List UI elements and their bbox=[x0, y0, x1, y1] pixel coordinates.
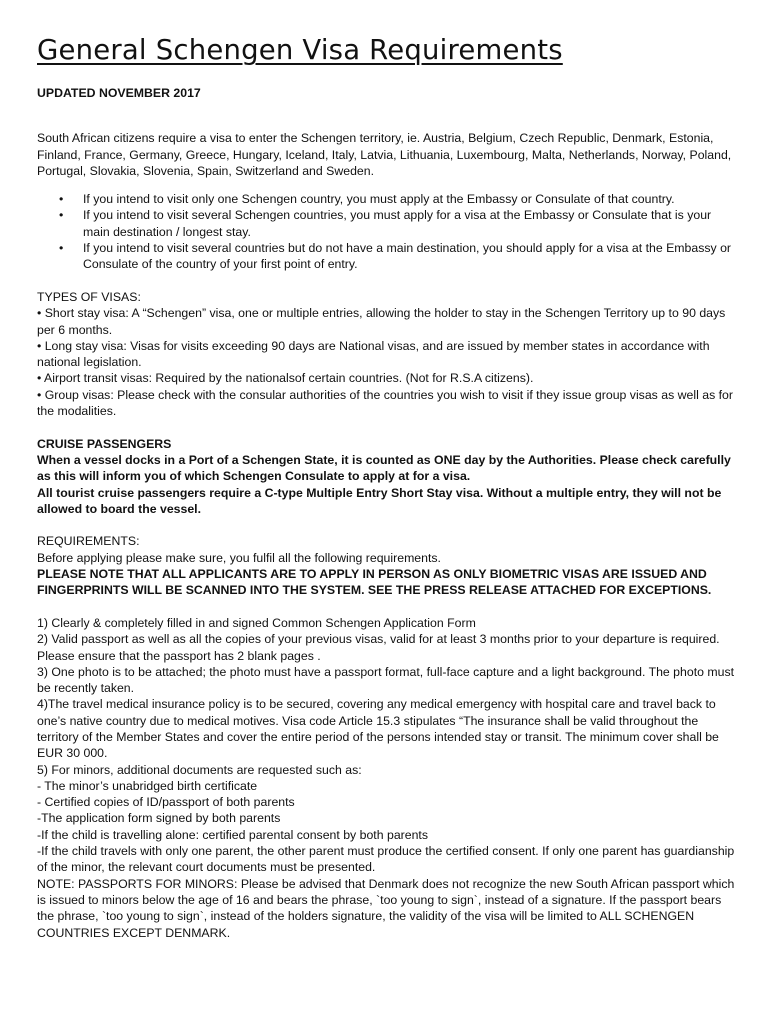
list-item: - The minor’s unabridged birth certificate bbox=[37, 778, 258, 793]
updated-date: UPDATED NOVEMBER 2017 bbox=[37, 86, 201, 100]
application-bullet-list bbox=[37, 191, 737, 272]
cruise-paragraph: All tourist cruise passengers require a C-type Multiple Entry Short Stay visa. Without a multiple entry, they will not be allowed to board the vessel. bbox=[37, 485, 722, 516]
section-heading: REQUIREMENTS: bbox=[37, 534, 140, 549]
cruise-paragraph: When a vessel docks in a Port of a Schengen State, it is counted as ONE day by the Authorities. Please check carefully as this will inform you of which Schengen Consulate to apply at for a visa. bbox=[37, 452, 731, 484]
list-item: -If the child is travelling alone: certified parental consent by both parents bbox=[37, 827, 428, 842]
bullet-icon: • bbox=[59, 208, 64, 223]
list-item: 5) For minors, additional documents are requested such as: bbox=[37, 762, 362, 777]
list-item: -The application form signed by both parents bbox=[37, 811, 281, 826]
section-heading: TYPES OF VISAS: bbox=[37, 289, 141, 304]
list-item: • Long stay visa: Visas for visits exceeding 90 days are National visas, and are issued by member states in accordance with national legislation. bbox=[37, 338, 710, 370]
bullet-icon: • bbox=[59, 241, 64, 256]
minor-passport-note: NOTE: PASSPORTS FOR MINORS: Please be advised that Denmark does not recognize the new South African passport which is issued to minors below the age of 16 and bears the phrase, `too young to sign`, instead of a signature. If the passport bears the phrase, `too young to sign`, instead of the holders signature, the validity of the visa will be limited to ALL SCHENGEN COUNTRIES EXCEPT DENMARK. bbox=[37, 876, 735, 940]
page-title: General Schengen Visa Requirements bbox=[37, 34, 563, 66]
biometric-notice: PLEASE NOTE THAT ALL APPLICANTS ARE TO APPLY IN PERSON AS ONLY BIOMETRIC VISAS ARE ISSUED AND FINGERPRINTS WILL BE SCANNED INTO THE SYSTEM. SEE THE PRESS RELEASE ATTACHED FOR EXCEPTIONS. bbox=[37, 567, 712, 598]
list-item: 2) Valid passport as well as all the copies of your previous visas, valid for at least 3 months prior to your departure is required. Please ensure that the passport has 2 blank pages . bbox=[37, 632, 720, 663]
list-item: -If the child travels with only one parent, the other parent must produce the certified consent. If only one parent has guardianship of the minor, the relevant court documents must be presented. bbox=[37, 844, 735, 875]
visa-types-section bbox=[37, 289, 737, 419]
list-item: 3) One photo is to be attached; the photo must have a passport format, full-face capture and a light background. The photo must be recently taken. bbox=[37, 664, 735, 696]
cruise-section bbox=[37, 436, 737, 517]
list-item: • Group visas: Please check with the consular authorities of the countries you wish to visit if they issue group visas as well as for the modalities. bbox=[37, 387, 733, 419]
intro-paragraph: South African citizens require a visa to enter the Schengen territory, ie. Austria, Belgium, Czech Republic, Denmark, Estonia, Finland, France, Germany, Greece, Hungary, Iceland, Italy, Latvia, Lithuania, Luxembourg, Malta, Netherlands, Norway, Poland, Portugal, Slovakia, Slovenia, Spain, Switzerland and Sweden. bbox=[37, 131, 732, 178]
list-item: • If you intend to visit several countries but do not have a main destination, you should apply for a visa at the Embassy or Consulate of the country of your first point of entry. bbox=[59, 241, 732, 272]
requirements-section bbox=[37, 533, 737, 940]
document-page bbox=[37, 0, 737, 941]
list-item: - Certified copies of ID/passport of both parents bbox=[37, 795, 295, 810]
list-item: 4)The travel medical insurance policy is to be secured, covering any medical emergency with hospital care and travel back to one’s native country due to medical motives. Visa code Article 15.3 stipulates “The insurance shall be valid throughout the territory of the Member States and cover the entire period of the persons intended stay or transit. The minimum cover shall be EUR 30 000. bbox=[37, 697, 719, 761]
requirements-intro: Before applying please make sure, you fulfil all the following requirements. bbox=[37, 550, 441, 565]
section-heading: CRUISE PASSENGERS bbox=[37, 436, 172, 451]
list-item: 1) Clearly & completely filled in and signed Common Schengen Application Form bbox=[37, 615, 476, 630]
list-item: • If you intend to visit only one Schengen country, you must apply at the Embassy or Consulate of that country. bbox=[59, 192, 675, 207]
list-item: • If you intend to visit several Schengen countries, you must apply for a visa at the Embassy or Consulate that is your main destination / longest stay. bbox=[59, 208, 712, 239]
list-item: • Short stay visa: A “Schengen” visa, one or multiple entries, allowing the holder to stay in the Schengen Territory up to 90 days per 6 months. bbox=[37, 306, 726, 337]
list-item: • Airport transit visas: Required by the nationalsof certain countries. (Not for R.S.A citizens). bbox=[37, 371, 534, 386]
bullet-icon: • bbox=[59, 192, 64, 207]
